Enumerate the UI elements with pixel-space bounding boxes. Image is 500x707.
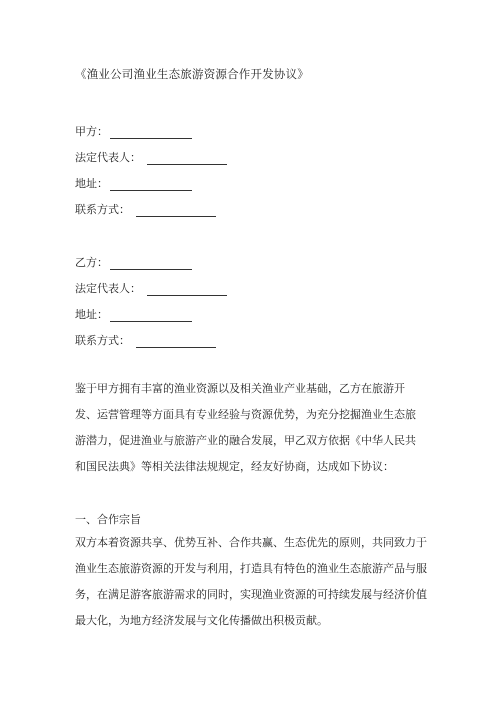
- party-b-rep-line: [75, 280, 227, 296]
- party-b-rep-blank: [147, 286, 227, 296]
- party-a-name-blank: [110, 129, 192, 139]
- party-a-contact-label: 联系方式：: [75, 203, 130, 216]
- party-a-address-label: 地址：: [75, 177, 108, 190]
- party-b-contact-line: [75, 332, 216, 348]
- party-b-contact-label: 联系方式：: [75, 334, 130, 347]
- preamble-line: 发、运营管理等方面具有专业经验与资源优势，为充分挖掘渔业生态旅: [75, 408, 416, 421]
- party-b-address-line: [75, 306, 192, 322]
- party-a-rep-blank: [147, 155, 227, 165]
- section-1-paragraph: [75, 530, 435, 634]
- party-a-rep-line: [75, 149, 227, 165]
- party-a-address-line: [75, 175, 192, 191]
- party-b-name-line: [75, 254, 192, 270]
- preamble-line: 鉴于甲方拥有丰富的渔业资源以及相关渔业产业基础，乙方在旅游开: [75, 382, 405, 395]
- preamble-line: 游潜力，促进渔业与旅游产业的融合发展，甲乙双方依据《中华人民共: [75, 434, 416, 447]
- section-1-heading: 一、合作宗旨: [75, 513, 141, 526]
- party-a-address-blank: [110, 181, 192, 191]
- party-a-rep-label: 法定代表人：: [75, 151, 141, 164]
- party-b-address-label: 地址：: [75, 308, 108, 321]
- section-1-line: 渔业生态旅游资源的开发与利用，打造具有特色的渔业生态旅游产品与服: [75, 562, 427, 575]
- section-1-line: 务，在满足游客旅游需求的同时，实现渔业资源的可持续发展与经济价值: [75, 588, 427, 601]
- party-b-rep-label: 法定代表人：: [75, 282, 141, 295]
- party-b-name-label: 乙方：: [75, 256, 108, 269]
- party-b-address-blank: [110, 312, 192, 322]
- party-a-contact-line: [75, 201, 216, 217]
- party-b-name-blank: [110, 260, 192, 270]
- document-title: 《渔业公司渔业生态旅游资源合作开发协议》: [75, 67, 309, 81]
- party-a-name-line: [75, 123, 192, 139]
- party-a-contact-blank: [136, 207, 216, 217]
- party-a-name-label: 甲方：: [75, 125, 108, 138]
- section-1-line: 双方本着资源共享、优势互补、合作共赢、生态优先的原则，共同致力于: [75, 536, 427, 549]
- preamble-paragraph: [75, 376, 435, 480]
- preamble-line: 和国民法典》等相关法律法规规定，经友好协商，达成如下协议：: [75, 460, 394, 473]
- section-1-line: 最大化，为地方经济发展与文化传播做出积极贡献。: [75, 614, 328, 627]
- party-b-contact-blank: [136, 338, 216, 348]
